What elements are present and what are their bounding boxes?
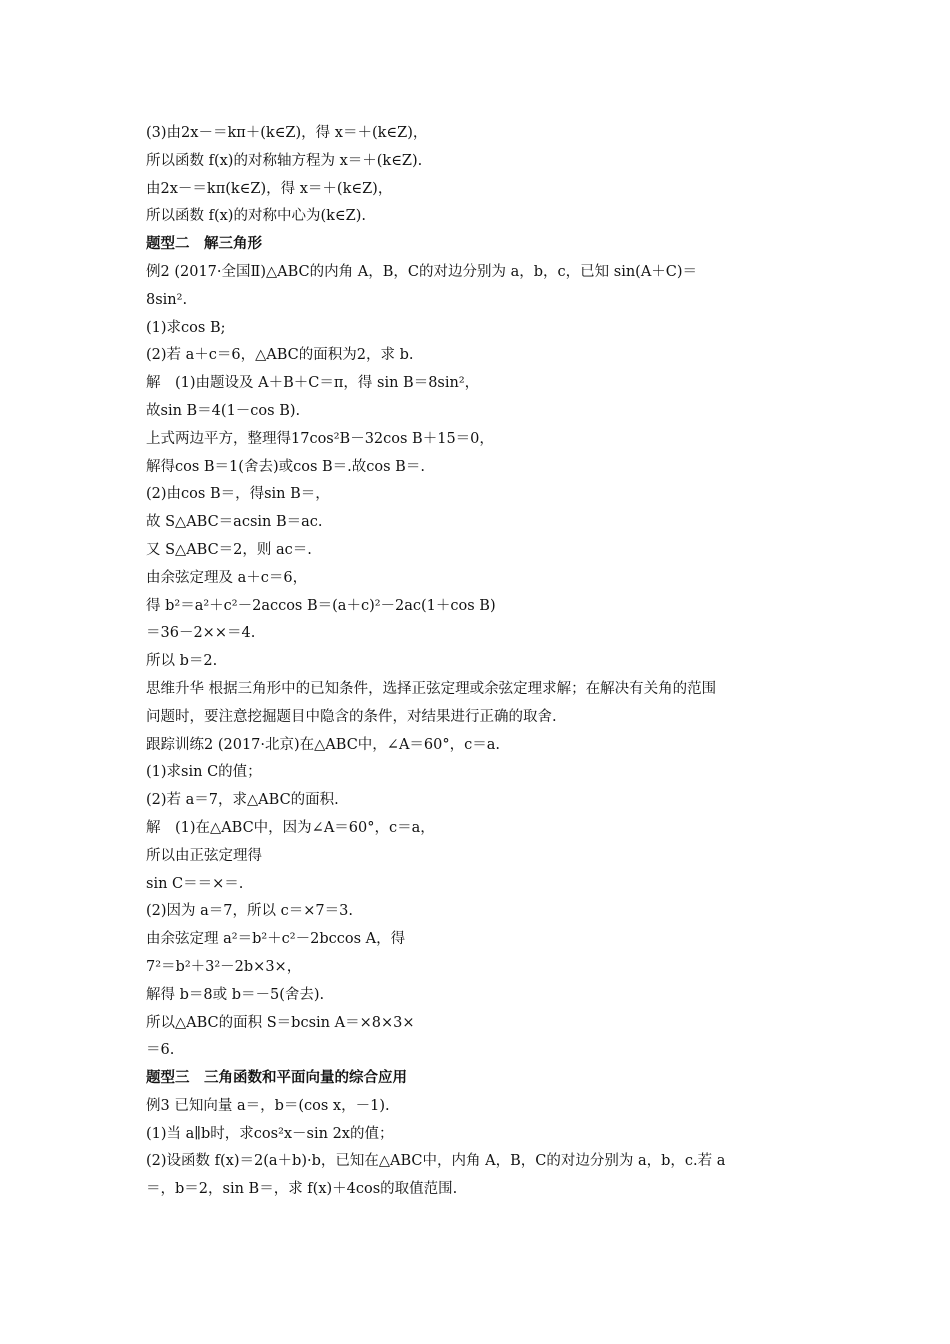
text-line: 上式两边平方，整理得17cos²B－32cos B＋15＝0， [146, 430, 494, 447]
text-line: 由余弦定理 a²＝b²＋c²－2bccos A，得 [146, 931, 406, 948]
text-line: 8sin². [146, 291, 188, 308]
text-line: 例2 (2017·全国Ⅱ)△ABC的内角 A，B，C的对边分别为 a，b，c，已知 sin(A＋C)＝ [146, 263, 698, 280]
text-line: 解得cos B＝1(舍去)或cos B＝.故cos B＝. [146, 458, 425, 475]
text-line: 所以 b＝2. [146, 653, 218, 670]
section-heading: 题型二 解三角形 [146, 236, 262, 253]
text-line: 故sin B＝4(1－cos B). [146, 402, 301, 419]
text-line: 思维升华 根据三角形中的已知条件，选择正弦定理或余弦定理求解；在解决有关角的范围 [146, 680, 717, 697]
text-line: (2)因为 a＝7，所以 c＝×7＝3. [146, 903, 353, 920]
text-line: (2)设函数 f(x)＝2(a＋b)·b，已知在△ABC中，内角 A，B，C的对边分别为 a，b，c.若 a [146, 1153, 726, 1170]
text-line: 所以函数 f(x)的对称中心为(k∈Z). [146, 208, 366, 225]
text-line: 问题时，要注意挖掘题目中隐含的条件，对结果进行正确的取舍. [146, 708, 557, 725]
text-line: 解 (1)由题设及 A＋B＋C＝π，得 sin B＝8sin²， [146, 375, 480, 392]
text-line: 又 S△ABC＝2，则 ac＝. [146, 541, 312, 558]
text-line: 得 b²＝a²＋c²－2accos B＝(a＋c)²－2ac(1＋cos B) [146, 597, 496, 614]
text-line: 例3 已知向量 a＝，b＝(cos x，－1). [146, 1097, 390, 1114]
text-line: (1)当 a∥b时，求cos²x－sin 2x的值； [146, 1125, 394, 1142]
text-line: 所以函数 f(x)的对称轴方程为 x＝＋(k∈Z). [146, 152, 423, 169]
text-line: (1)求sin C的值； [146, 764, 262, 781]
text-line: ＝36－2××＝4. [146, 625, 256, 642]
text-line: 解得 b＝8或 b＝－5(舍去). [146, 986, 325, 1003]
text-line: 解 (1)在△ABC中，因为∠A＝60°，c＝a， [146, 819, 435, 836]
text-line: (2)若 a＝7，求△ABC的面积. [146, 792, 339, 809]
text-line: (3)由2x－＝kπ＋(k∈Z)，得 x＝＋(k∈Z)， [146, 125, 428, 141]
text-line: 跟踪训练2 (2017·北京)在△ABC中，∠A＝60°，c＝a. [146, 736, 500, 753]
text-line: (2)由cos B＝，得sin B＝， [146, 486, 330, 503]
text-line: (2)若 a＋c＝6，△ABC的面积为2，求 b. [146, 347, 414, 364]
text-line: 7²＝b²＋3²－2b×3×， [146, 958, 302, 975]
text-line: ＝，b＝2，sin B＝，求 f(x)＋4cos的取值范围. [146, 1181, 458, 1198]
document-page [146, 120, 826, 1204]
text-line: 所以△ABC的面积 S＝bcsin A＝×8×3× [146, 1014, 415, 1031]
text-line: 由余弦定理及 a＋c＝6， [146, 569, 308, 586]
section-heading: 题型三 三角函数和平面向量的综合应用 [146, 1070, 407, 1087]
text-line: 所以由正弦定理得 [146, 847, 262, 864]
text-line: (1)求cos B; [146, 319, 226, 336]
text-line: ＝6. [146, 1042, 175, 1059]
text-line: sin C＝＝×＝. [146, 875, 244, 892]
text-line: 故 S△ABC＝acsin B＝ac. [146, 514, 323, 531]
text-line: 由2x－＝kπ(k∈Z)，得 x＝＋(k∈Z)， [146, 180, 393, 197]
